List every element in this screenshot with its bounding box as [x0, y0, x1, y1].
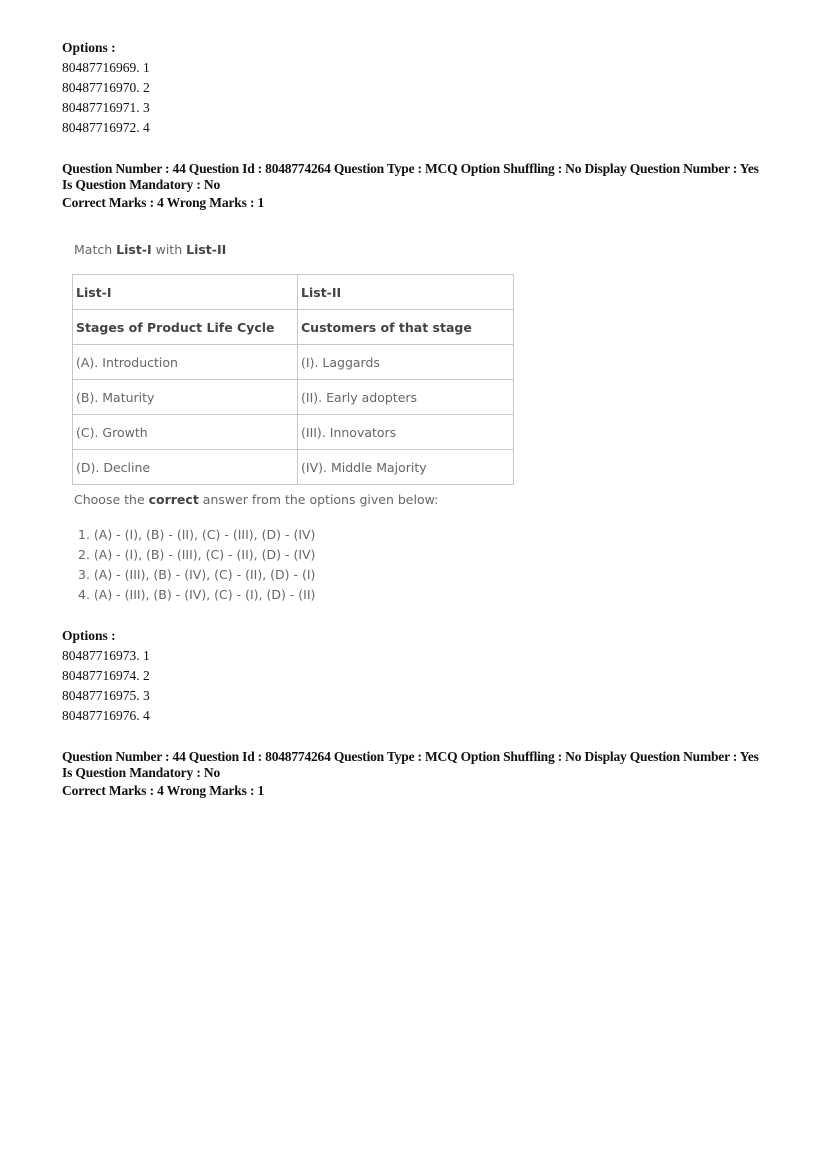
table-cell: (D). Decline	[73, 450, 298, 485]
intro-with: with	[151, 242, 187, 257]
top-options-block	[62, 38, 150, 138]
table-row	[73, 415, 514, 450]
option-item: 80487716969. 1	[62, 60, 150, 75]
question-meta-line: Question Number : 44 Question Id : 8048774264 Question Type : MCQ Option Shuffling : No Display Question Number : Yes	[62, 749, 759, 764]
table-row	[73, 380, 514, 415]
choose-bold: correct	[148, 492, 199, 507]
intro-list1: List-I	[116, 242, 152, 257]
question-image	[74, 240, 534, 605]
table-cell: List-II	[298, 275, 514, 310]
option-item: 80487716975. 3	[62, 688, 150, 703]
table-row	[73, 275, 514, 310]
option-item: 80487716971. 3	[62, 100, 150, 115]
question-marks-line: Correct Marks : 4 Wrong Marks : 1	[62, 783, 265, 798]
options-label: Options :	[62, 40, 116, 55]
choose-instruction	[74, 491, 534, 509]
table-row	[73, 450, 514, 485]
intro-list2: List-II	[186, 242, 227, 257]
table-cell: Stages of Product Life Cycle	[73, 310, 298, 345]
table-row	[73, 310, 514, 345]
choose-prefix: Choose the	[74, 492, 149, 507]
answer-choices	[78, 525, 534, 605]
intro-text: Match	[74, 242, 117, 257]
question-options-block	[62, 626, 150, 726]
question-marks-line: Correct Marks : 4 Wrong Marks : 1	[62, 195, 265, 210]
answer-choice: 3. (A) - (III), (B) - (IV), (C) - (II), (D) - (I)	[78, 567, 316, 582]
option-item: 80487716970. 2	[62, 80, 150, 95]
table-cell: (IV). Middle Majority	[298, 450, 514, 485]
answer-choice: 1. (A) - (I), (B) - (II), (C) - (III), (D) - (IV)	[78, 527, 316, 542]
question-meta-line: Question Number : 44 Question Id : 8048774264 Question Type : MCQ Option Shuffling : No Display Question Number : Yes	[62, 161, 759, 176]
next-question-meta	[62, 749, 759, 799]
table-cell: (III). Innovators	[298, 415, 514, 450]
table-cell: (A). Introduction	[73, 345, 298, 380]
option-item: 80487716973. 1	[62, 648, 150, 663]
table-row	[73, 345, 514, 380]
table-cell: (B). Maturity	[73, 380, 298, 415]
option-item: 80487716974. 2	[62, 668, 150, 683]
option-item: 80487716976. 4	[62, 708, 150, 723]
answer-choice: 2. (A) - (I), (B) - (III), (C) - (II), (D) - (IV)	[78, 547, 316, 562]
choose-suffix: answer from the options given below:	[198, 492, 439, 507]
options-label: Options :	[62, 628, 116, 643]
question-mandatory-line: Is Question Mandatory : No	[62, 177, 221, 192]
match-table	[72, 274, 514, 485]
table-cell: Customers of that stage	[298, 310, 514, 345]
question-meta	[62, 161, 759, 211]
table-cell: (I). Laggards	[298, 345, 514, 380]
table-cell: List-I	[73, 275, 298, 310]
table-cell: (II). Early adopters	[298, 380, 514, 415]
option-item: 80487716972. 4	[62, 120, 150, 135]
table-cell: (C). Growth	[73, 415, 298, 450]
question-intro	[74, 240, 534, 260]
question-mandatory-line: Is Question Mandatory : No	[62, 765, 221, 780]
answer-choice: 4. (A) - (III), (B) - (IV), (C) - (I), (D) - (II)	[78, 587, 316, 602]
